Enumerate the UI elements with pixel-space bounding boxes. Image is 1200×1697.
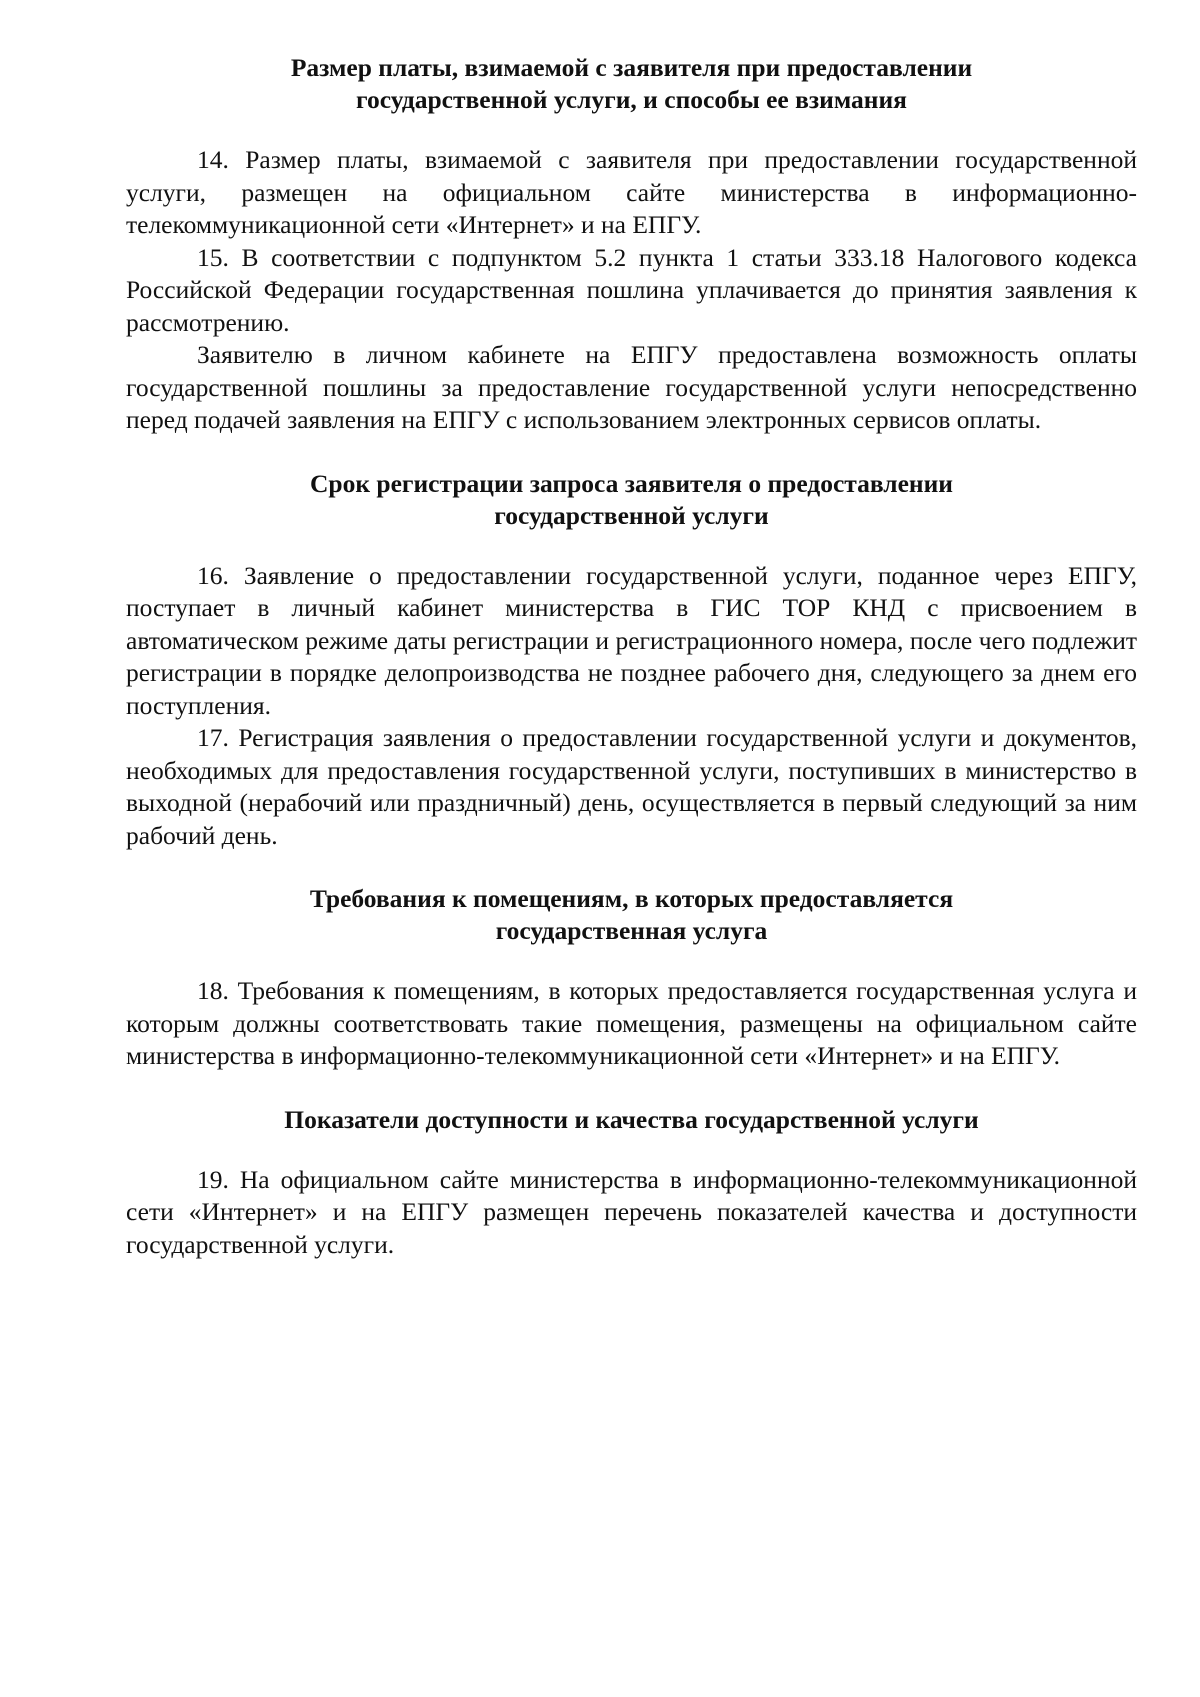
heading-line: Размер платы, взимаемой с заявителя при предоставлении [290, 53, 973, 82]
section-heading-payment [126, 52, 1137, 116]
section-heading-registration [126, 468, 1137, 532]
heading-line: Требования к помещениям, в которых предоставляется [309, 884, 954, 913]
heading-line: государственной услуги, и способы ее взимания [356, 85, 907, 114]
document-page [126, 52, 1137, 1261]
heading-line: государственная услуга [495, 916, 768, 945]
paragraph-19: 19. На официальном сайте министерства в информационно-телекоммуникационной сети «Интернет» и на ЕПГУ размещен перечень показателей качества и доступности государственной услуги. [126, 1164, 1137, 1259]
paragraph-17: 17. Регистрация заявления о предоставлении государственной услуги и документов, необходимых для предоставления государственной услуги, поступивших в министерство в выходной (нерабочий или праздничный) день, осуществляется в первый следующий за ним рабочий день. [126, 723, 1137, 850]
section-heading-premises [126, 883, 1137, 947]
heading-line: Срок регистрации запроса заявителя о предоставлении [309, 468, 954, 498]
section-heading-quality [126, 1104, 1137, 1136]
paragraph-18: 18. Требования к помещениям, в которых предоставляется государственная услуга и которым должны соответствовать такие помещения, размещены на официальном сайте министерства в информационно-телекоммуникационной сети «Интернет» и на ЕПГУ. [126, 976, 1137, 1070]
heading-line: государственной услуги [494, 500, 769, 530]
heading-line: Показатели доступности и качества государственной услуги [284, 1104, 979, 1134]
paragraph-14: 14. Размер платы, взимаемой с заявителя при предоставлении государственной услуги, размещен на официальном сайте министерства в информационно-телекоммуникационной сети «Интернет» и на ЕПГУ. [126, 145, 1137, 239]
paragraph-15-continued: Заявителю в личном кабинете на ЕПГУ предоставлена возможность оплаты государственной пошлины за предоставление государственной услуги непосредственно перед подачей заявления на ЕПГУ с использованием электронных сервисов оплаты. [126, 340, 1137, 434]
paragraph-16: 16. Заявление о предоставлении государственной услуги, поданное через ЕПГУ, поступает в личный кабинет министерства в ГИС ТОР КНД с присвоением в автоматическом режиме даты регистрации и регистрационного номера, после чего подлежит регистрации в порядке делопроизводства не позднее рабочего дня, следующего за днем его поступления. [126, 560, 1137, 720]
paragraph-15: 15. В соответствии с подпунктом 5.2 пункта 1 статьи 333.18 Налогового кодекса Российской Федерации государственная пошлина уплачивается до принятия заявления к рассмотрению. [126, 242, 1137, 337]
